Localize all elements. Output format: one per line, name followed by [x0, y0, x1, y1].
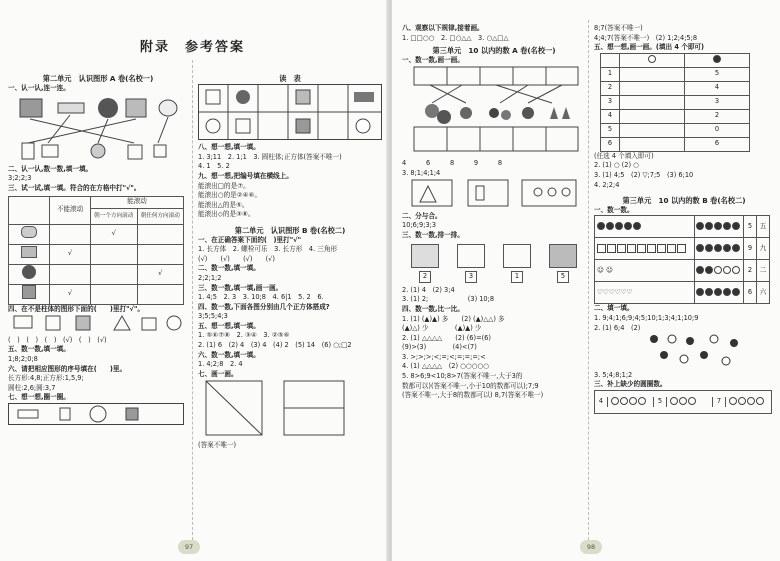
- grid-row-label: 5: [601, 123, 620, 137]
- section-heading: 三、数一数,排一排。: [402, 230, 464, 239]
- answer-column-2: [198, 74, 382, 451]
- answer-text: 4 6 8 9 8: [402, 158, 503, 167]
- unit-title: 第二单元 认识图形 A 卷(名校一): [42, 74, 154, 83]
- answer-column-3: [402, 24, 586, 401]
- section-heading: 四、在不是柱体的图形下面的( )里打"√"。: [8, 304, 144, 313]
- count-table: 5 五 9 九 ☺ ☺ 2 二 ♡♡♡♡♡♡ 6 六: [594, 215, 770, 304]
- grid-value: 6: [685, 137, 750, 151]
- answer-text: 2. (1) 6;4 (2): [594, 323, 641, 332]
- check-mark: √: [137, 264, 184, 284]
- check-mark: √: [50, 244, 91, 264]
- section-heading: 三、补上缺少的圆圈数。: [594, 380, 667, 389]
- section-heading: 五、想一想,画一画。(填出 4 个即可): [594, 43, 705, 52]
- grid-value: 2: [685, 109, 750, 123]
- count-word: 六: [757, 282, 770, 304]
- table-header: 朝任何方向滚动: [137, 208, 184, 224]
- answer-text: 能滚出△的是⑤。: [198, 200, 249, 209]
- count-word: 九: [757, 238, 770, 260]
- section-heading: 五、想一想,填一填。: [198, 321, 260, 330]
- answer-text: 3;2;2;3: [8, 174, 32, 183]
- grid-row-label: 3: [601, 95, 620, 109]
- left-page: [0, 0, 388, 561]
- section-heading: 一、在正确答案下面的( )里打"√": [198, 235, 302, 244]
- answer-text: 1. □□○○ 2. □○△△ 3. ○△□△: [402, 33, 509, 42]
- answer-text: 3. 8;1;4;1;4: [402, 168, 441, 177]
- answer-column-4: [594, 24, 774, 414]
- answer-text: 3. >;>;>;<;=;<;=;=;=;<: [402, 352, 486, 361]
- prism-shapes-figure: [8, 314, 184, 332]
- answer-text: 10;6;9;3;3: [402, 221, 437, 230]
- count-number: 5: [744, 216, 757, 238]
- answer-text: 2;2;1;2: [198, 273, 222, 282]
- cup-number: 1: [511, 271, 523, 283]
- answer-text: 3. 5;4;8;1;2: [594, 370, 633, 379]
- section-heading: 九、想一想,把编号填在横线上。: [198, 171, 293, 180]
- match-shapes-figure: [8, 93, 183, 161]
- table-title: 读 表: [279, 74, 301, 83]
- answer-text: (√) (√) (√) (√): [198, 254, 275, 263]
- grid-value: 3: [685, 95, 750, 109]
- answer-text: 长方形:4,8;正方形:1,5,9;: [8, 374, 84, 383]
- answer-column-1: [8, 74, 188, 429]
- answer-text: (答案不唯一,大于8的数都可以) 8,7(答案不唯一): [402, 391, 544, 400]
- answer-text: 1. 4;2;8 2. 4: [198, 360, 243, 369]
- circle-shapes-figure: [8, 403, 184, 425]
- answer-text: 4. 2;2;4: [594, 180, 620, 189]
- answer-text: 4;4;7(答案不唯一) (2) 1;2;4;5;8: [594, 33, 698, 42]
- section-heading: 六、请把相应图形的序号填在( )里。: [8, 364, 127, 373]
- right-page: [392, 0, 780, 561]
- count-word: 二: [757, 260, 770, 282]
- answer-text: 1. 4;5 2. 3 3. 10;8 4. 6|1 5. 2 6.: [198, 293, 324, 302]
- section-heading: 四、数一数,比一比。: [402, 304, 464, 313]
- answer-text: 2. (1) ○ (2) ○: [594, 161, 639, 170]
- answer-text: 1. (1) (▲)▲) 多 (2) (▲)△△) 多: [402, 314, 505, 323]
- grid-value: 0: [685, 123, 750, 137]
- answer-text: 3. (1) 2; (3) 10;8: [402, 295, 495, 304]
- count-word: 五: [757, 216, 770, 238]
- answer-text: 数都可以)(答案不唯一,小于10的数都可以);7;9: [402, 381, 539, 390]
- section-heading: 一、数一数。: [594, 205, 634, 214]
- answer-text: 1;8;2;0;8: [8, 354, 38, 363]
- section-heading: 五、数一数,填一填。: [8, 345, 70, 354]
- answer-text: 4. (1) △△△△ (2) ○○○○○: [402, 362, 489, 371]
- missing-circles-row: [594, 390, 772, 414]
- unit-title: 第三单元 10 以内的数 A 卷(名校一): [432, 46, 556, 56]
- answer-text: 1. 3;11 2. 1;1 3. 圆柱体;正方体(答案不唯一): [198, 152, 342, 161]
- section-heading: 二、数一数,填一填。: [198, 264, 260, 273]
- section-heading: 三、试一试,填一填。符合的在方格中打"√"。: [8, 183, 141, 192]
- grid-value: 4: [685, 81, 750, 95]
- section-heading: 八、想一想,填一填。: [198, 143, 260, 152]
- answer-text: 1. ⑤⑥⑦⑧ 2. ③④ 3. ②⑤⑥: [198, 331, 290, 340]
- section-heading: 三、数一数,填一填,画一画。: [198, 283, 283, 292]
- grid-row-label: 1: [601, 67, 620, 81]
- table-header: 不能滚动: [50, 196, 91, 224]
- section-heading: 四、数一数,下面各图分别由几个正方体搭成?: [198, 302, 330, 311]
- unit-title: 第二单元 认识图形 B 卷(名校二): [234, 225, 346, 235]
- section-heading: 七、想一想,圈一圈。: [8, 393, 70, 402]
- section-heading: 二、认一认,数一数,填一填。: [8, 164, 93, 173]
- answer-text: 8;7(答案不唯一): [594, 24, 643, 32]
- cups-row: [402, 244, 586, 283]
- check-mark: √: [91, 224, 138, 244]
- cup-number: 3: [465, 271, 477, 283]
- answer-text: 4. 1 5. 2: [198, 162, 230, 171]
- section-heading: 八、观察以下规律,接着画。: [402, 24, 484, 32]
- answer-note: (任选 4 个填入即可): [594, 151, 654, 160]
- answer-text: 1. 长方体 2. 螺栓可乐 3. 长方形 4. 三角形: [198, 245, 338, 254]
- answer-text: 2. (1) △△△△ (2) (6)=(6): [402, 333, 491, 342]
- page-title: 附录 参考答案: [140, 40, 246, 55]
- read-table-figure: [198, 84, 382, 140]
- column-divider: [192, 60, 193, 540]
- answer-text: 2. (1) 6 (2) 4 (3) 4 (4) 2 (5) 14 (6) ○;□2: [198, 341, 352, 350]
- roll-table: [8, 196, 184, 305]
- cup-number: 2: [419, 271, 431, 283]
- grid-row-label: 6: [601, 137, 620, 151]
- count-number: 6: [744, 282, 757, 304]
- split-figure: [402, 178, 586, 208]
- section-heading: 一、认一认,连一连。: [8, 83, 70, 92]
- answer-text: 3;5;5;4;3: [198, 312, 228, 321]
- page-number: 97: [178, 540, 200, 554]
- grid-row-label: 2: [601, 81, 620, 95]
- draw-figure: [198, 379, 382, 437]
- unit-title: 第三单元 10 以内的数 B 卷(名校二): [622, 196, 746, 206]
- dots-figure: [594, 333, 770, 367]
- count-number: 2: [744, 260, 757, 282]
- column-divider: [588, 20, 589, 540]
- section-heading: 二、填一填。: [594, 304, 634, 313]
- grid-row-label: 4: [601, 109, 620, 123]
- answer-text: ( ) ( ) ( ) (√) ( ) (√): [8, 335, 107, 344]
- grid-value: 5: [685, 67, 750, 81]
- answer-text: 能滚出□的是⑦。: [198, 181, 250, 190]
- answer-text: (▲)△) 少 (▲)▲) 少: [402, 324, 482, 333]
- answer-text: 3. (1) 4;5 (2) ▽;7;5 (3) 6;10: [594, 170, 694, 179]
- answer-text: 1. 9;4;1;6;9;4;5;10;1;3;4;1;10;9: [594, 313, 699, 322]
- answer-text: 能滚出◇的是③⑧。: [198, 210, 255, 219]
- count-number: 9: [744, 238, 757, 260]
- page-number: 98: [580, 540, 602, 554]
- section-heading: 七、画一画。: [198, 369, 238, 378]
- cup-number: 5: [557, 271, 569, 283]
- circle-count: 5: [654, 397, 667, 407]
- answer-text: 圆柱:2,6;圆:3,7: [8, 383, 56, 392]
- section-heading: 二、分与合。: [402, 211, 442, 220]
- section-heading: 六、数一数,填一填。: [198, 350, 260, 359]
- answer-text: 5. 8>6;9<10;8>7(答案不唯一,大于3的: [402, 372, 523, 381]
- answer-note: (答案不唯一): [198, 441, 237, 450]
- circle-count: 7: [713, 397, 726, 407]
- table-header: 朝一个方向滚动: [91, 208, 138, 224]
- fill-grid: [600, 53, 750, 152]
- section-heading: 一、数一数,画一画。: [402, 55, 464, 64]
- answer-text: (9)>(3) (4)<(7): [402, 343, 477, 352]
- circle-count: 4: [595, 397, 608, 407]
- answer-text: 2. (1) 4 (2) 3;4: [402, 285, 455, 294]
- answer-text: 能滚出○的是②④⑥。: [198, 191, 262, 200]
- check-mark: √: [50, 284, 91, 304]
- table-header: 能滚动: [91, 196, 184, 208]
- count-draw-figure: [402, 65, 586, 155]
